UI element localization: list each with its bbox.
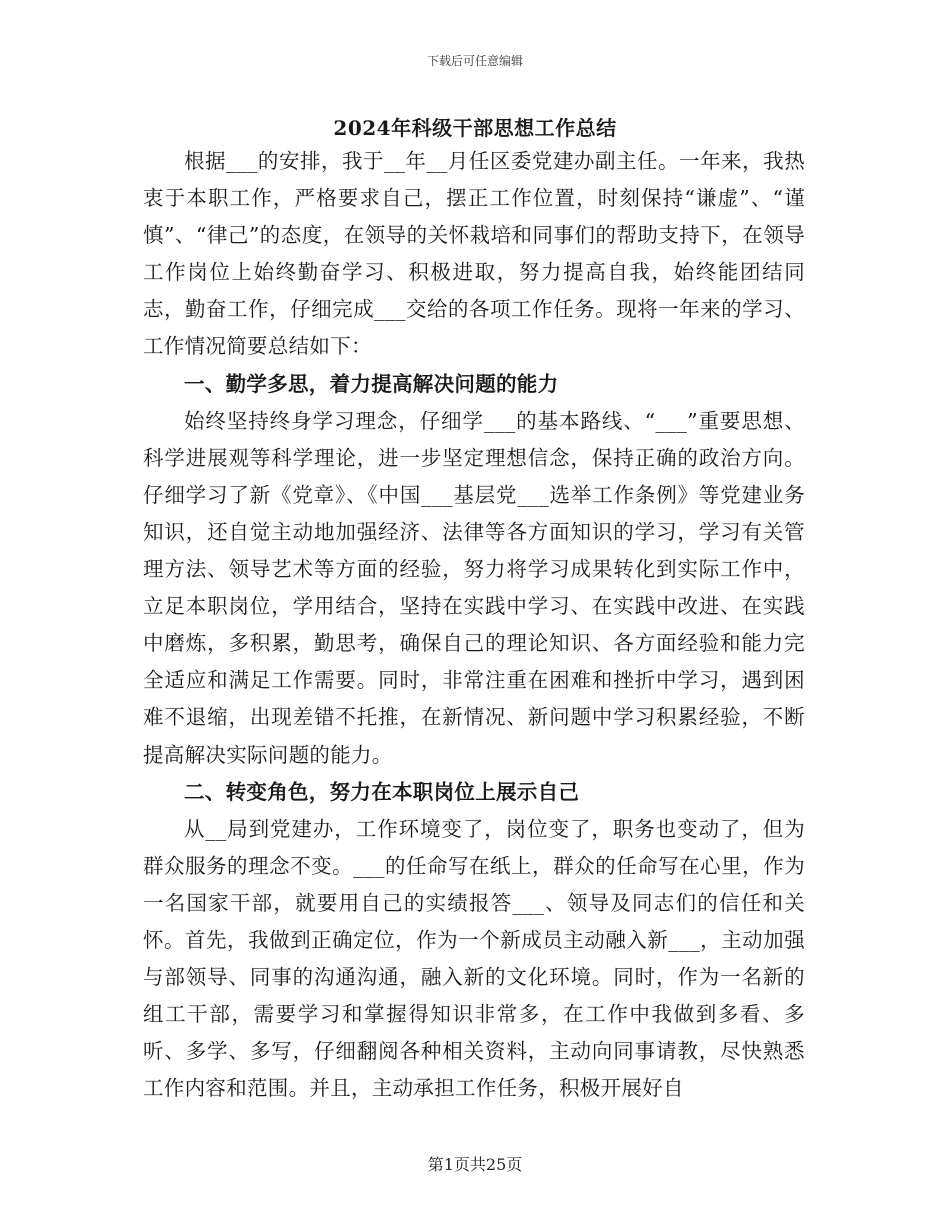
paragraph-section-1: 始终坚持终身学习理念，仔细学___的基本路线、“___”重要思想、科学进展观等科学理论，进一步坚定理想信念，保持正确的政治方向。仔细学习了新《党章》、《中国___基层党___选举工作条例》等党建业务知识，还自觉主动地加强经济、法律等各方面知识的学习，学习有关管理方法、领导艺术等方面的经验，努力将学习成果转化到实际工作中，立足本职岗位，学用结合，坚持在实践中学习、在实践中改进、在实践中磨炼，多积累，勤思考，确保自己的理论知识、各方面经验和能力完全适应和满足工作需要。同时，非常注重在困难和挫折中学习，遇到困难不退缩，出现差错不托推，在新情况、新问题中学习积累经验，不断提高解决实际问题的能力。 — [143, 408, 805, 767]
paragraph-intro: 根据___的安排，我于__年__月任区委党建办副主任。一年来，我热衷于本职工作，严格要求自己，摆正工作位置，时刻保持“谦虚”、“谨慎”、“律己”的态度，在领导的关怀栽培和同事们的帮助支持下，在领导工作岗位上始终勤奋学习、积极进取，努力提高自我，始终能团结同志，勤奋工作，仔细完成___交给的各项工作任务。现将一年来的学习、工作情况简要总结如下： — [143, 149, 805, 359]
page-footer: 第1页共25页 — [427, 1155, 523, 1174]
header-note: 下载后可任意编辑 — [426, 54, 523, 68]
paragraph-section-2: 从__局到党建办，工作环境变了，岗位变了，职务也变动了，但为群众服务的理念不变。___的任命写在纸上，群众的任命写在心里，作为一名国家干部，就要用自己的实绩报答___、领导及同志们的信任和关怀。首先，我做到正确定位，作为一个新成员主动融入新___，主动加强与部领导、同事的沟通沟通，融入新的文化环境。同时，作为一名新的组工干部，需要学习和掌握得知识非常多，在工作中我做到多看、多听、多学、多写，仔细翻阅各种相关资料，主动向同事请教，尽快熟悉工作内容和范围。并且，主动承担工作任务，积极开展好自 — [143, 816, 805, 1101]
document-body — [143, 143, 805, 1107]
section-heading-2: 二、转变角色，努力在本职岗位上展示自己 — [184, 779, 580, 804]
document-title: 2024年科级干部思想工作总结 — [333, 116, 617, 140]
section-heading-1: 一、勤学多思，着力提高解决问题的能力 — [184, 371, 559, 396]
